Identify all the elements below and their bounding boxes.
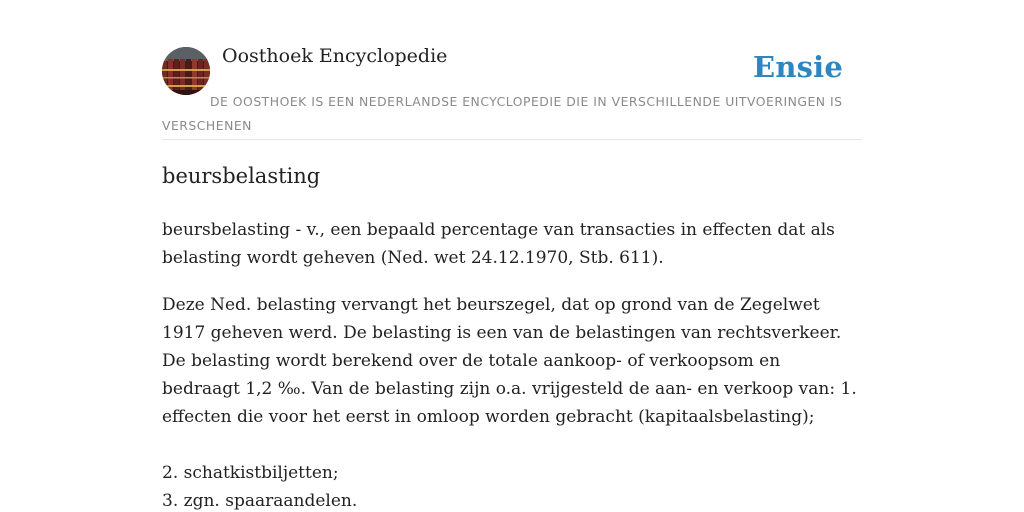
header <box>162 0 862 140</box>
brand-logo[interactable]: Ensie <box>753 50 843 84</box>
collection-avatar[interactable] <box>162 47 210 95</box>
collection-title[interactable]: Oosthoek Encyclopedie <box>222 45 448 67</box>
entry-paragraph-2: Deze Ned. belasting vervangt het beurszegel, dat op grond van de Zegelwet 1917 geheven werd. De belasting is een van de belastingen van rechtsverkeer. De belasting wordt berekend over de totale aankoop- of verkoopsom en bedraagt 1,2 ‰. Van de belasting zijn o.a. vrijgesteld de aan- en verkoop van: 1. effecten die voor het eerst in omloop worden gebracht (kapitaalsbelasting); <box>162 295 857 427</box>
entry-title: beursbelasting <box>162 164 321 188</box>
collection-description: DE OOSTHOEK IS EEN NEDERLANDSE ENCYCLOPEDIE DIE IN VERSCHILLENDE UITVOERINGEN IS VERSCHENEN <box>162 94 843 133</box>
list-item: 2. schatkistbiljetten; <box>162 463 339 483</box>
list-item: 3. zgn. spaaraandelen. <box>162 491 358 511</box>
encyclopedia-books-icon <box>162 47 210 95</box>
entry-paragraph-1: beursbelasting - v., een bepaald percentage van transacties in effecten dat als belasting wordt geheven (Ned. wet 24.12.1970, Stb. 611). <box>162 220 835 268</box>
content-container <box>162 0 862 511</box>
